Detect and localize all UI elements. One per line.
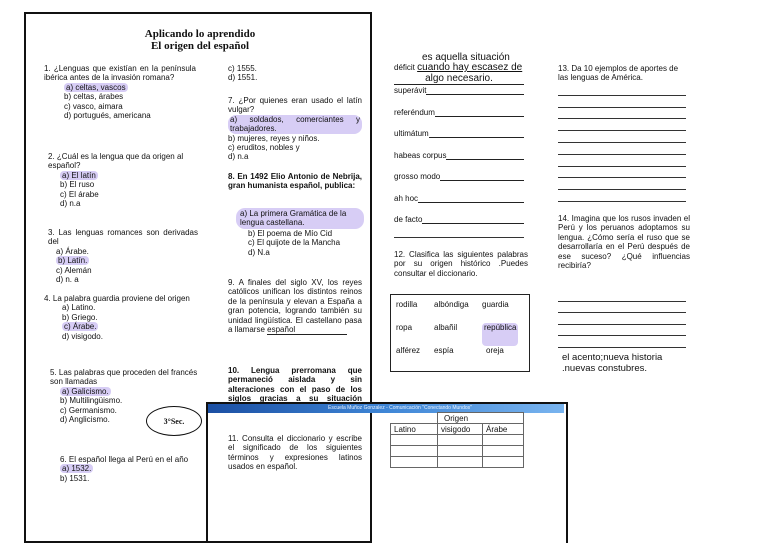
q5-option-c: c) Germanismo. [60, 405, 117, 415]
term-label: habeas corpus [394, 150, 447, 160]
term-row [394, 86, 524, 108]
grade-badge [146, 406, 202, 436]
q1-option-d: d) portugués, americana [64, 111, 151, 121]
word-item: espía [434, 346, 454, 355]
word-row [396, 323, 526, 346]
q7-option-d: d) n.a [228, 152, 249, 162]
q1-option-b: b) celtas, árabes [64, 92, 124, 102]
term-answer-line[interactable] [429, 129, 524, 138]
origin-table-header: Origen [438, 413, 524, 424]
word-item-highlighted: república [482, 323, 518, 346]
question-14 [558, 214, 690, 270]
origin-table-row[interactable] [391, 457, 524, 468]
question-8-text: 8. En 1492 Elio Antonio de Nebrija, gran humanista español, publica: [228, 172, 362, 191]
question-12 [394, 250, 528, 278]
q7-option-b: b) mujeres, reyes y niños. [228, 133, 320, 143]
q14-answer-line1[interactable]: el acento;nueva historia [562, 352, 663, 363]
q3-option-b: b) Latín. [58, 256, 88, 266]
q6-option-a: a) 1532. [62, 464, 92, 474]
question-13 [558, 64, 690, 83]
question-7-text: 7. ¿Por quienes eran usado el latín vulgar? [228, 96, 362, 115]
q5-option-d: d) Anglicismo. [60, 415, 110, 425]
q9-answer[interactable]: español [267, 325, 347, 335]
term-row [394, 215, 524, 237]
deficit-answer-3 [394, 73, 524, 85]
q14-answer-lines[interactable] [558, 290, 686, 348]
q5-option-a: a) Galicismo. [62, 386, 109, 396]
q8-options [236, 208, 364, 257]
deficit-answer-line1: es aquella situación [422, 52, 510, 63]
term-answer-line[interactable] [418, 194, 524, 203]
q3-option-c: c) Alemán [56, 265, 92, 275]
term-answer-line[interactable] [440, 172, 524, 181]
deficit-answer-line3[interactable]: algo necesario. [425, 73, 493, 84]
q3-option-a: a) Árabe. [56, 246, 89, 256]
term-label: ultimátum [394, 129, 429, 138]
question-3 [48, 228, 198, 284]
title-line1: Aplicando lo aprendido [144, 28, 256, 40]
word-grid [396, 300, 526, 369]
q6-option-d: d) 1551. [228, 73, 258, 83]
q2-option-a: a) El latín [62, 170, 96, 180]
term-row [394, 129, 524, 151]
origin-col-arabe: Árabe [483, 424, 524, 435]
question-14-text: 14. Imagina que los rusos invaden el Perú y los peruanos adoptamos su lengua. ¿Cómo sería el ruso que se desarrollaría en el Perú después de ese suceso? ¿Qué influencias recibiría? [558, 214, 690, 271]
word-item: alférez [396, 346, 421, 355]
q7-option-c: c) eruditos, nobles y [228, 143, 300, 153]
question-11-text: 11. Consulta el diccionario y escribe el significado de los siguientes términos y expresiones latinos usados en español. [228, 434, 362, 472]
q5-option-b: b) Multilingüismo. [60, 396, 123, 406]
question-4-text: 4. La palabra guardia proviene del origen [44, 294, 190, 303]
q7-option-a: a) soldados, comerciantes y trabajadores. [230, 114, 360, 134]
q1-option-c: c) vasco, aimara [64, 101, 123, 111]
origin-col-visigodo: visigodo [438, 424, 483, 435]
word-item: rodilla [396, 300, 418, 309]
word-row [396, 346, 526, 369]
q4-option-c: c) Árabe. [64, 322, 97, 332]
q1-option-a: a) celtas, vascos [66, 82, 126, 92]
extra-answer-line[interactable] [394, 237, 524, 238]
word-item: albóndiga [434, 300, 469, 309]
deficit-answer-line2[interactable]: cuando hay escasez de [417, 62, 523, 73]
question-5-text: 5. Las palabras que proceden del francés son llamadas [50, 368, 198, 387]
word-row [396, 300, 526, 323]
origin-table-row[interactable] [391, 446, 524, 457]
question-1-text: 1. ¿Lenguas que existían en la península ibérica antes de la invasión romana? [44, 64, 196, 83]
question-6 [60, 455, 198, 483]
origin-col-latino: Latino [391, 424, 438, 435]
strip-text: Escuela Muñoz Gonzalez - Comunicación "Conectando Mundos" [328, 405, 472, 411]
question-3-text: 3. Las lenguas romances son derivadas del [48, 228, 198, 247]
term-answer-line[interactable] [426, 86, 524, 95]
term-row [394, 194, 524, 216]
q2-option-c: c) El árabe [60, 189, 99, 199]
term-row [394, 172, 524, 194]
origin-table [390, 412, 524, 468]
word-item: oreja [486, 346, 504, 355]
question-12-text: 12. Clasifica las siguientes palabras por su origen histórico .Puedes consultar el diccionario. [394, 250, 528, 278]
q4-option-b: b) Griego. [62, 312, 98, 322]
question-9-text: 9. A finales del siglo XV, los reyes católicos unifican los distintos reinos de la península y elevan a España a gran potencia, logrando también su unidad lingüística. El castellano pasa a llamarse [228, 278, 362, 335]
term-label: ah hoc [394, 193, 419, 203]
q3-option-d: d) n. a [56, 275, 79, 285]
term-list [394, 86, 524, 237]
term-label: de facto [394, 215, 423, 224]
q2-option-d: d) n.a [60, 199, 81, 209]
question-2 [48, 152, 198, 208]
q4-option-a: a) Latino. [62, 303, 96, 313]
q6-option-b: b) 1531. [60, 473, 90, 483]
term-answer-line[interactable] [435, 108, 524, 117]
term-label: superávit [394, 86, 427, 95]
question-6-continued [228, 64, 360, 83]
q14-answer-line2[interactable]: .nuevas constubres. [562, 363, 648, 374]
term-label: grosso modo [394, 172, 441, 181]
q2-option-b: b) El ruso [60, 180, 95, 190]
question-7 [228, 96, 362, 162]
question-10-text: 10. Lengua prerromana que permaneció aislada y sin alteraciones con el paso de los siglos gracias a su situación [228, 366, 362, 404]
q8-option-b: b) El poema de Mío Cid [248, 228, 333, 238]
deficit-row [394, 63, 546, 72]
term-row [394, 108, 524, 130]
question-8 [228, 172, 362, 191]
title-line2: El origen del español [150, 40, 250, 52]
question-9 [228, 278, 362, 335]
q8-option-a: a) La primera Gramática de la lengua castellana. [236, 208, 364, 229]
term-answer-line[interactable] [422, 215, 524, 224]
question-2-text: 2. ¿Cuál es la lengua que da origen al español? [48, 152, 184, 171]
word-item: albañil [434, 323, 458, 332]
q14-answer [562, 352, 702, 374]
question-13-text: 13. Da 10 ejemplos de aportes de las lenguas de América. [558, 64, 679, 83]
question-1 [44, 64, 196, 120]
term-row [394, 151, 524, 173]
grade-badge-text: 3°Sec. [163, 416, 185, 426]
q13-answer-lines[interactable] [558, 84, 686, 202]
word-item: ropa [396, 323, 413, 332]
q4-option-d: d) visigodo. [62, 331, 103, 341]
word-item: guardia [482, 300, 509, 309]
worksheet-title [80, 28, 320, 52]
q8-option-c: c) El quijote de la Mancha [248, 238, 341, 248]
origin-table-row[interactable] [391, 435, 524, 446]
q6-option-c: c) 1555. [228, 64, 257, 73]
term-deficit: déficit [394, 63, 415, 72]
term-answer-line[interactable] [446, 151, 524, 160]
term-label: referéndum [394, 107, 435, 117]
question-4 [44, 294, 198, 341]
question-6-text: 6. El español llega al Perú en el año [60, 455, 189, 464]
q8-option-d: d) N.a [248, 247, 270, 257]
